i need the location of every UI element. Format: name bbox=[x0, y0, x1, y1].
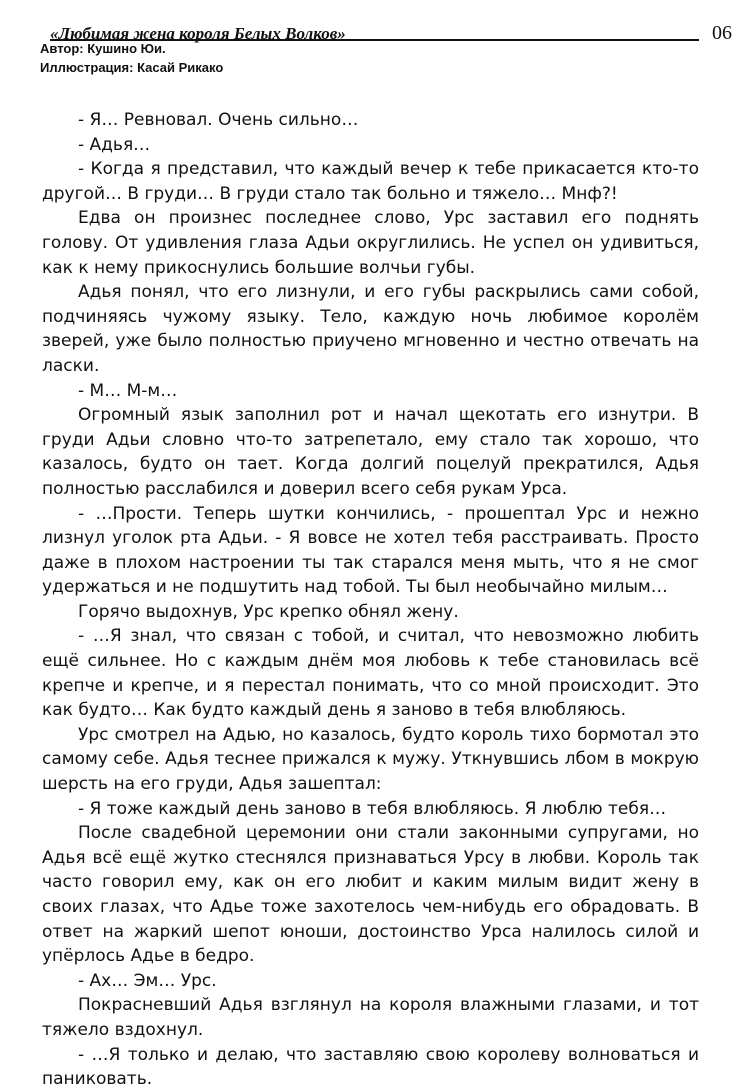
paragraph: - Я тоже каждый день заново в тебя влюбляюсь. Я люблю тебя… bbox=[78, 798, 667, 819]
paragraph: Урс смотрел на Адью, но казалось, будто король тихо бормотал это самому себе. Адья теснее прижался к мужу. Уткнувшись лбом в мокрую шерсть на его груди, Адья зашептал: bbox=[42, 724, 699, 795]
paragraph: Огромный язык заполнил рот и начал щекотать его изнутри. В груди Адьи словно что-то затрепетало, ему стало так хорошо, что казалось, будто он тает. Когда долгий поцелуй прекратился, Адья полностью расслабился и доверил всего себя рукам Урса. bbox=[42, 405, 699, 499]
paragraph: - Адья… bbox=[78, 134, 151, 155]
paragraph: - Ах… Эм… Урс. bbox=[78, 970, 217, 991]
author-line: Автор: Кушино Юи. bbox=[40, 41, 166, 56]
paragraph: Адья понял, что его лизнули, и его губы раскрылись сами собой, подчиняясь чужому языку. Тело, каждую ночь любимое королём зверей, уже было полностью приучено мгновенно и честно отвечать на ласки. bbox=[42, 282, 699, 376]
paragraph: - …Я только и делаю, что заставляю свою королеву волноваться и паниковать. bbox=[42, 1044, 699, 1090]
paragraph: Покрасневший Адья взглянул на короля влажными глазами, и тот тяжело вздохнул. bbox=[42, 995, 699, 1040]
paragraph: Едва он произнес последнее слово, Урс заставил его поднять голову. От удивления глаза Адьи округлились. Не успел он удивиться, как к нему прикоснулись большие волчьи губы. bbox=[42, 208, 699, 278]
page-number: 06 bbox=[712, 22, 732, 44]
paragraph: Горячо выдохнув, Урс крепко обнял жену. bbox=[78, 601, 459, 622]
paragraph: - …Прости. Теперь шутки кончились, - прошептал Урс и нежно лизнул уголок рта Адьи. - Я вовсе не хотел тебя расстраивать. Просто даже в плохом настроении ты так старался меня мыть, что я не смог удержаться и не подшутить над тобой. Ты был необычайно милым… bbox=[42, 503, 699, 598]
paragraph: - Я… Ревновал. Очень сильно… bbox=[78, 110, 359, 130]
illustration-credit: Иллюстрация: Касай Рикако bbox=[40, 60, 224, 75]
page-header bbox=[38, 20, 737, 80]
book-title: «Любимая жена короля Белых Волков» bbox=[50, 24, 346, 43]
body-text bbox=[42, 108, 699, 1092]
paragraph: - М… М-м… bbox=[78, 380, 178, 401]
paragraph: После свадебной церемонии они стали законными супругами, но Адья всё ещё жутко стеснялся признаваться Урсу в любви. Король так часто говорил ему, как он его любит и каким милым видит жену в своих глазах, что Адье тоже захотелось чем-нибудь его обрадовать. В ответ на жаркий шепот юноши, достоинство Урса налилось силой и упёрлось Адье в бедро. bbox=[42, 823, 699, 967]
paragraph: - …Я знал, что связан с тобой, и считал, что невозможно любить ещё сильнее. Но с каждым днём моя любовь к тебе становилась всё крепче и крепче, и я перестал понимать, что со мной происходит. Это как будто… Как будто каждый день я заново в тебя влюбляюсь. bbox=[42, 626, 699, 721]
paragraph: - Когда я представил, что каждый вечер к тебе прикасается кто-то другой… В груди… В груди стало так больно и тяжело… Мнф?! bbox=[42, 159, 699, 204]
